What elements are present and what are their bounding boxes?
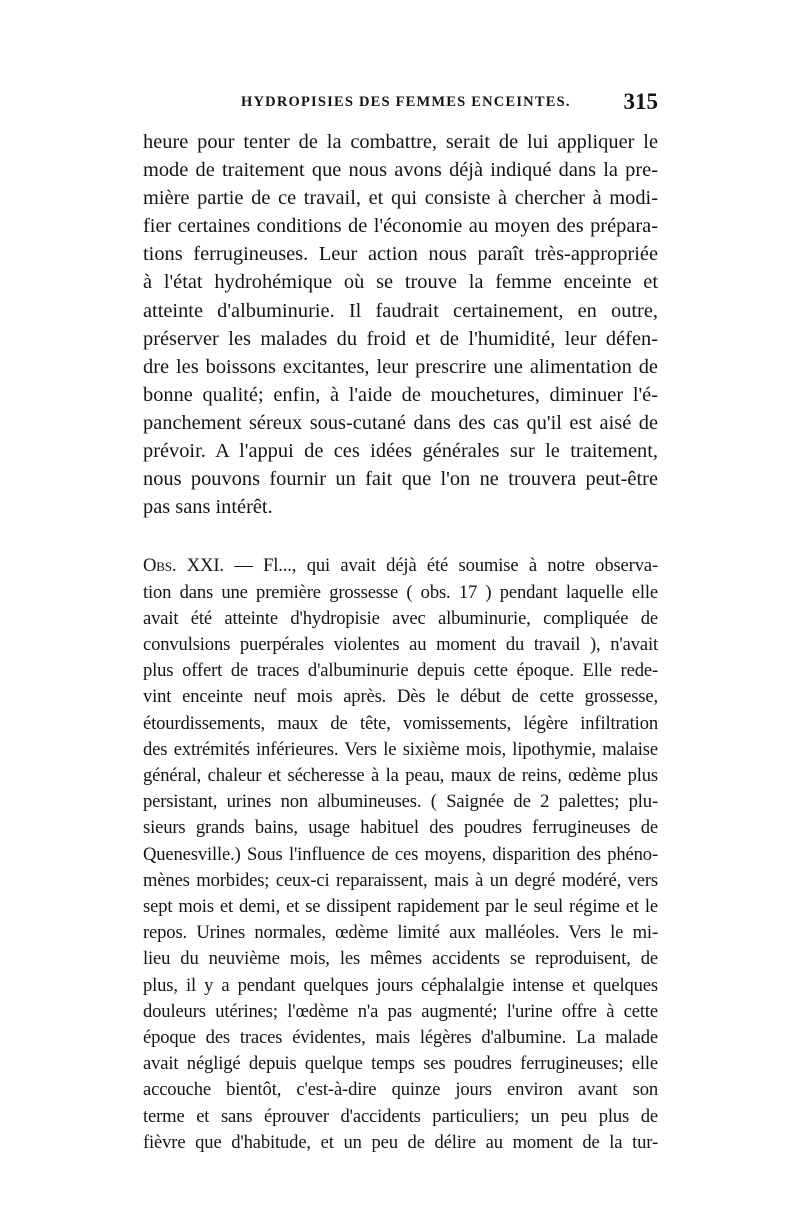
- page-number: 315: [623, 89, 658, 114]
- text-line: à l'état hydrohémique où se trouve la femme enceinte et: [143, 271, 658, 294]
- text-line: nous pouvons fournir un fait que l'on ne trouvera peut-être: [143, 468, 658, 491]
- text-line: des extrémités inférieures. Vers le sixième mois, lipothymie, malaise: [143, 738, 658, 760]
- book-page: [143, 89, 658, 1156]
- text-line: tion dans une première grossesse ( obs. 17 ) pendant laquelle elle: [143, 581, 658, 603]
- text-line: bonne qualité; enfin, à l'aide de mouchetures, diminuer l'é-: [143, 383, 658, 406]
- observation-label: Obs. XXI.: [143, 555, 224, 577]
- text-line: accouche bientôt, c'est-à-dire quinze jours environ avant son: [143, 1079, 658, 1101]
- text-line: dre les boissons excitantes, leur prescrire une alimentation de: [143, 355, 658, 378]
- running-header: [143, 89, 658, 128]
- text-line: général, chaleur et sécheresse à la peau, maux de reins, œdème plus: [143, 764, 658, 786]
- observation-xxi: [143, 553, 658, 1156]
- text-line: terme et sans éprouver d'accidents particuliers; un peu plus de: [143, 1105, 658, 1127]
- text-line: mière partie de ce travail, et qui consiste à chercher à modi-: [143, 187, 658, 210]
- text-line: étourdissements, maux de tête, vomissements, légère infiltration: [143, 712, 658, 734]
- text-line: douleurs utérines; l'œdème n'a pas augmenté; l'urine offre à cette: [143, 1000, 658, 1022]
- text-line: pas sans intérêt.: [143, 496, 273, 519]
- observation-first-line-text: — Fl..., qui avait déjà été soumise à notre observa-: [223, 555, 658, 577]
- text-line: sept mois et demi, et se dissipent rapidement par le seul régime et le: [143, 895, 658, 917]
- text-line: lieu du neuvième mois, les mêmes accidents se reproduisent, de: [143, 948, 658, 970]
- text-line: heure pour tenter de la combattre, serait de lui appliquer le: [143, 131, 658, 153]
- text-line: avait négligé depuis quelque temps ses poudres ferrugineuses; elle: [143, 1053, 658, 1075]
- text-line: mènes morbides; ceux-ci reparaissent, mais à un degré modéré, vers: [143, 869, 658, 891]
- text-line: plus offert de traces d'albuminurie depuis cette époque. Elle rede-: [143, 660, 658, 682]
- text-line: avait été atteinte d'hydropisie avec albuminurie, compliquée de: [143, 607, 658, 629]
- text-line: fièvre que d'habitude, et un peu de délire au moment de la tur-: [143, 1131, 658, 1153]
- running-title: HYDROPISIES DES FEMMES ENCEINTES.: [241, 94, 571, 110]
- text-line: persistant, urines non albumineuses. ( Saignée de 2 palettes; plu-: [143, 791, 658, 813]
- paragraph-1: [143, 128, 658, 521]
- text-line: convulsions puerpérales violentes au moment du travail ), n'avait: [143, 633, 658, 655]
- text-line: repos. Urines normales, œdème limité aux malléoles. Vers le mi-: [143, 922, 658, 944]
- text-line: prévoir. A l'appui de ces idées générales sur le traitement,: [143, 440, 658, 463]
- text-line: fier certaines conditions de l'économie au moyen des prépara-: [143, 215, 658, 238]
- text-line: mode de traitement que nous avons déjà indiqué dans la pre-: [143, 159, 658, 182]
- text-line: panchement séreux sous-cutané dans des cas qu'il est aisé de: [143, 411, 658, 434]
- text-line: sieurs grands bains, usage habituel des poudres ferrugineuses de: [143, 817, 658, 839]
- text-line: tions ferrugineuses. Leur action nous paraît très-appropriée: [143, 243, 658, 266]
- text-line: plus, il y a pendant quelques jours céphalalgie intense et quelques: [143, 974, 658, 996]
- text-line: préserver les malades du froid et de l'humidité, leur défen-: [143, 327, 658, 350]
- observation-first-line: [143, 553, 658, 579]
- text-line: atteinte d'albuminurie. Il faudrait certainement, en outre,: [143, 299, 658, 322]
- text-line: Quenesville.) Sous l'influence de ces moyens, disparition des phéno-: [143, 843, 658, 865]
- text-line: époque des traces évidentes, mais légères d'albumine. La malade: [143, 1026, 658, 1048]
- text-line: vint enceinte neuf mois après. Dès le début de cette grossesse,: [143, 686, 658, 708]
